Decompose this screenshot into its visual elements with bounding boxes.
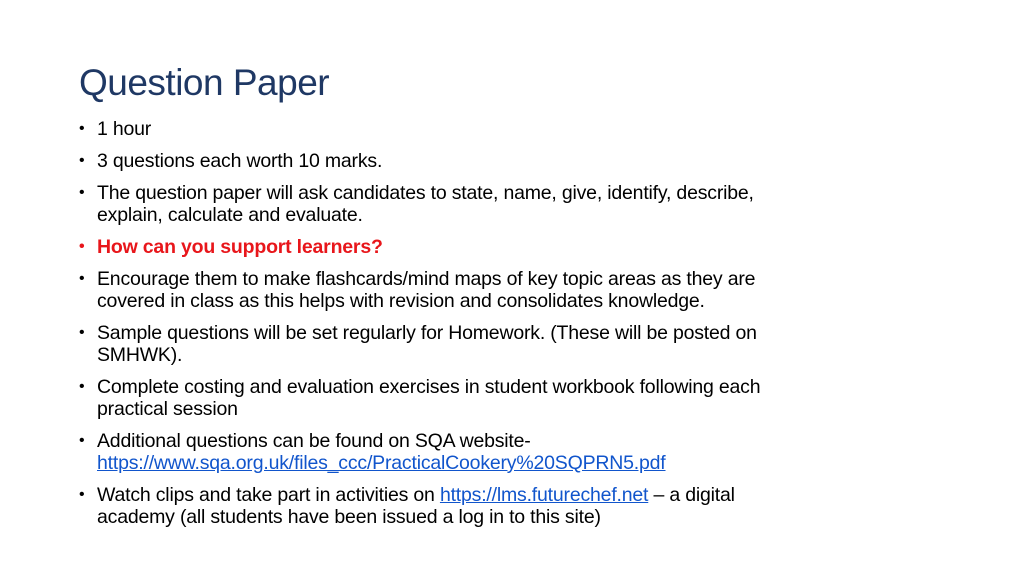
bullet-support-heading	[0, 236, 1000, 258]
bullet-text: 1 hour	[97, 118, 152, 140]
bullet-flashcards	[0, 268, 1000, 312]
bullet-dot-icon: •	[79, 324, 85, 341]
bullet-futurechef	[0, 484, 1000, 528]
bullet-duration	[0, 118, 1000, 140]
bullet-dot-icon: •	[79, 120, 85, 137]
sqa-link[interactable]: https://www.sqa.org.uk/files_ccc/PracticalCookery%20SQPRN5.pdf	[97, 452, 666, 474]
bullet-list	[0, 118, 1000, 538]
bullet-text-line2: explain, calculate and evaluate.	[97, 204, 363, 226]
bullet-sample-questions	[0, 322, 1000, 366]
bullet-text-line2: covered in class as this helps with revision and consolidates knowledge.	[97, 290, 705, 312]
bullet-text-line1: Additional questions can be found on SQA website-	[97, 430, 531, 452]
bullet-text-line2: practical session	[97, 398, 238, 420]
bullet-question-types	[0, 182, 1000, 226]
bullet-text-line1: Sample questions will be set regularly for Homework. (These will be posted on	[97, 322, 757, 344]
bullet-text-line1: Complete costing and evaluation exercises in student workbook following each	[97, 376, 761, 398]
futurechef-link[interactable]: https://lms.futurechef.net	[439, 484, 649, 506]
bullet-dot-icon: •	[79, 378, 85, 395]
bullet-text-before: Watch clips and take part in activities on	[97, 484, 440, 506]
bullet-text-after: – a digital	[648, 484, 735, 506]
bullet-link-line	[97, 452, 1000, 474]
bullet-text: How can you support learners?	[97, 236, 383, 258]
bullet-dot-icon: •	[79, 486, 85, 503]
bullet-costing	[0, 376, 1000, 420]
bullet-dot-icon: •	[79, 184, 85, 201]
bullet-text-line1: Encourage them to make flashcards/mind maps of key topic areas as they are	[97, 268, 756, 290]
bullet-dot-icon: •	[79, 238, 85, 255]
bullet-sqa-website	[0, 430, 1000, 474]
bullet-text: 3 questions each worth 10 marks.	[97, 150, 383, 172]
bullet-text-line1: The question paper will ask candidates to state, name, give, identify, describe,	[97, 182, 754, 204]
bullet-text-line2: academy (all students have been issued a log in to this site)	[97, 506, 601, 528]
bullet-dot-icon: •	[79, 432, 85, 449]
bullet-dot-icon: •	[79, 270, 85, 287]
bullet-questions	[0, 150, 1000, 172]
bullet-text-line1	[97, 484, 1000, 506]
slide-title: Question Paper	[79, 62, 330, 103]
bullet-dot-icon: •	[79, 152, 85, 169]
bullet-text-line2: SMHWK).	[97, 344, 183, 366]
